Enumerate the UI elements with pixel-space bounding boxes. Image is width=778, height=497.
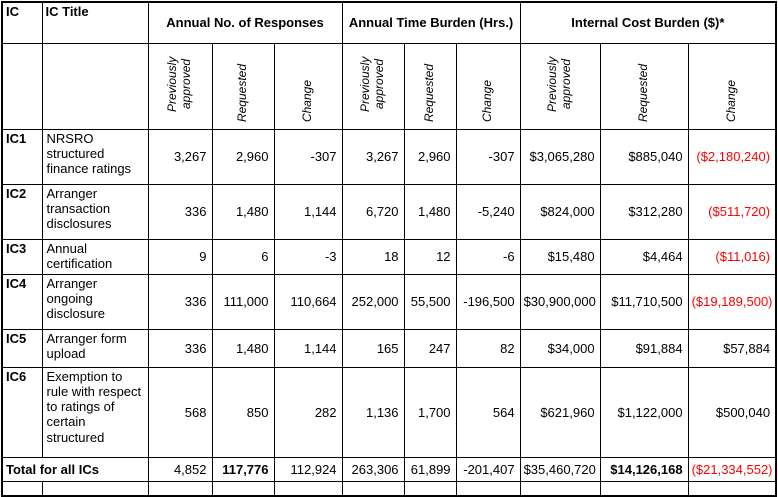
table-cell: 2,960 [212,129,274,184]
header-ic: IC [2,2,42,43]
rotated-label: Requested [235,64,250,123]
row-ic-label: IC1 [2,129,42,184]
empty-cell [520,481,600,496]
row-ic-title: Exemption to rule with respect to ratings of certain structured [42,367,148,457]
table-cell: -307 [274,129,342,184]
table-cell: $91,884 [600,329,688,367]
rotated-label: Change [723,80,738,123]
table-cell: -6 [456,239,520,274]
subheader-cost-requested [600,43,688,129]
header-row-subheaders [2,43,776,129]
table-cell: 247 [404,329,456,367]
subheader-responses-requested [212,43,274,129]
row-ic-label: IC6 [2,367,42,457]
rotated-label: Previously approved [358,55,387,112]
header-group-responses: Annual No. of Responses [148,2,342,43]
table-cell: 2,960 [404,129,456,184]
subheader-cost-change [688,43,776,129]
burden-table [1,1,777,497]
table-cell: 1,480 [212,184,274,239]
row-ic-title: Arranger form upload [42,329,148,367]
table-cell: 18 [342,239,404,274]
table-cell: 110,664 [274,274,342,329]
rotated-label: Previously approved [165,55,193,112]
total-cell: -201,407 [456,457,520,481]
subheader-time-change [456,43,520,129]
table-cell: $34,000 [520,329,600,367]
table-cell: 6,720 [342,184,404,239]
table-cell-negative: ($11,016) [688,239,776,274]
total-cell: 263,306 [342,457,404,481]
table-row-ic3 [2,239,776,274]
row-ic-label: IC5 [2,329,42,367]
header-row-groups [2,2,776,43]
table-cell: 12 [404,239,456,274]
header-group-cost-burden: Internal Cost Burden ($)* [520,2,776,43]
table-cell: 336 [148,329,212,367]
table-cell: $621,960 [520,367,600,457]
table-cell-negative: ($19,189,500) [688,274,776,329]
table-row-ic6 [2,367,776,457]
row-ic-label: IC4 [2,274,42,329]
table-cell: 1,136 [342,367,404,457]
subheader-time-previously-approved [342,43,404,129]
table-cell: 1,480 [404,184,456,239]
empty-cell [2,481,42,496]
empty-cell [212,481,274,496]
table-cell: $11,710,500 [600,274,688,329]
table-cell: 252,000 [342,274,404,329]
total-label: Total for all ICs [2,457,148,481]
subheader-time-requested [404,43,456,129]
header-empty-ic [2,43,42,129]
subheader-cost-previously-approved [520,43,600,129]
table-cell: $3,065,280 [520,129,600,184]
table-cell: 3,267 [148,129,212,184]
rotated-label: Previously approved [545,55,574,112]
table-cell: 3,267 [342,129,404,184]
table-cell: 850 [212,367,274,457]
table-cell: 1,144 [274,329,342,367]
row-ic-title: Arranger ongoing disclosure [42,274,148,329]
table-row-ic2 [2,184,776,239]
table-cell: $1,122,000 [600,367,688,457]
empty-cell [404,481,456,496]
table-cell: -5,240 [456,184,520,239]
table-cell: 9 [148,239,212,274]
table-cell: -196,500 [456,274,520,329]
total-cell: 61,899 [404,457,456,481]
table-cell: 282 [274,367,342,457]
table-cell: 1,144 [274,184,342,239]
total-cell-negative: ($21,334,552) [688,457,776,481]
table-cell-negative: ($2,180,240) [688,129,776,184]
total-cell: $14,126,168 [600,457,688,481]
row-ic-title: Annual certification [42,239,148,274]
rotated-label: Change [300,80,315,123]
table-cell: -307 [456,129,520,184]
table-row-total [2,457,776,481]
table-cell: 568 [148,367,212,457]
total-cell: 117,776 [212,457,274,481]
empty-cell [600,481,688,496]
table-cell: 82 [456,329,520,367]
table-cell: 564 [456,367,520,457]
table-cell-negative: ($511,720) [688,184,776,239]
empty-cell [456,481,520,496]
clipped-partial-row [2,481,776,496]
table-cell: $312,280 [600,184,688,239]
table-cell: -3 [274,239,342,274]
row-ic-label: IC2 [2,184,42,239]
row-ic-title: NRSRO structured finance ratings [42,129,148,184]
header-ic-title: IC Title [42,2,148,43]
row-ic-title: Arranger transaction disclosures [42,184,148,239]
table-cell: $885,040 [600,129,688,184]
subheader-responses-change [274,43,342,129]
table-cell: $30,900,000 [520,274,600,329]
total-cell: $35,460,720 [520,457,600,481]
empty-cell [148,481,212,496]
table-cell: 6 [212,239,274,274]
row-ic-label: IC3 [2,239,42,274]
empty-cell [342,481,404,496]
table-row-ic4 [2,274,776,329]
table-cell: $4,464 [600,239,688,274]
rotated-label: Requested [636,64,651,123]
rotated-label: Requested [422,64,437,123]
table-cell: $500,040 [688,367,776,457]
empty-cell [688,481,776,496]
subheader-responses-previously-approved [148,43,212,129]
total-cell: 112,924 [274,457,342,481]
table-cell: 1,480 [212,329,274,367]
table-cell: 165 [342,329,404,367]
table-cell: 1,700 [404,367,456,457]
table-cell: $824,000 [520,184,600,239]
rotated-label: Change [480,80,495,123]
table-row-ic5 [2,329,776,367]
table-cell: 336 [148,184,212,239]
table-row-ic1 [2,129,776,184]
total-cell: 4,852 [148,457,212,481]
table-cell: $57,884 [688,329,776,367]
header-group-time-burden: Annual Time Burden (Hrs.) [342,2,520,43]
header-empty-ic-title [42,43,148,129]
empty-cell [274,481,342,496]
table-cell: $15,480 [520,239,600,274]
empty-cell [42,481,148,496]
table-cell: 336 [148,274,212,329]
table-cell: 111,000 [212,274,274,329]
table-cell: 55,500 [404,274,456,329]
